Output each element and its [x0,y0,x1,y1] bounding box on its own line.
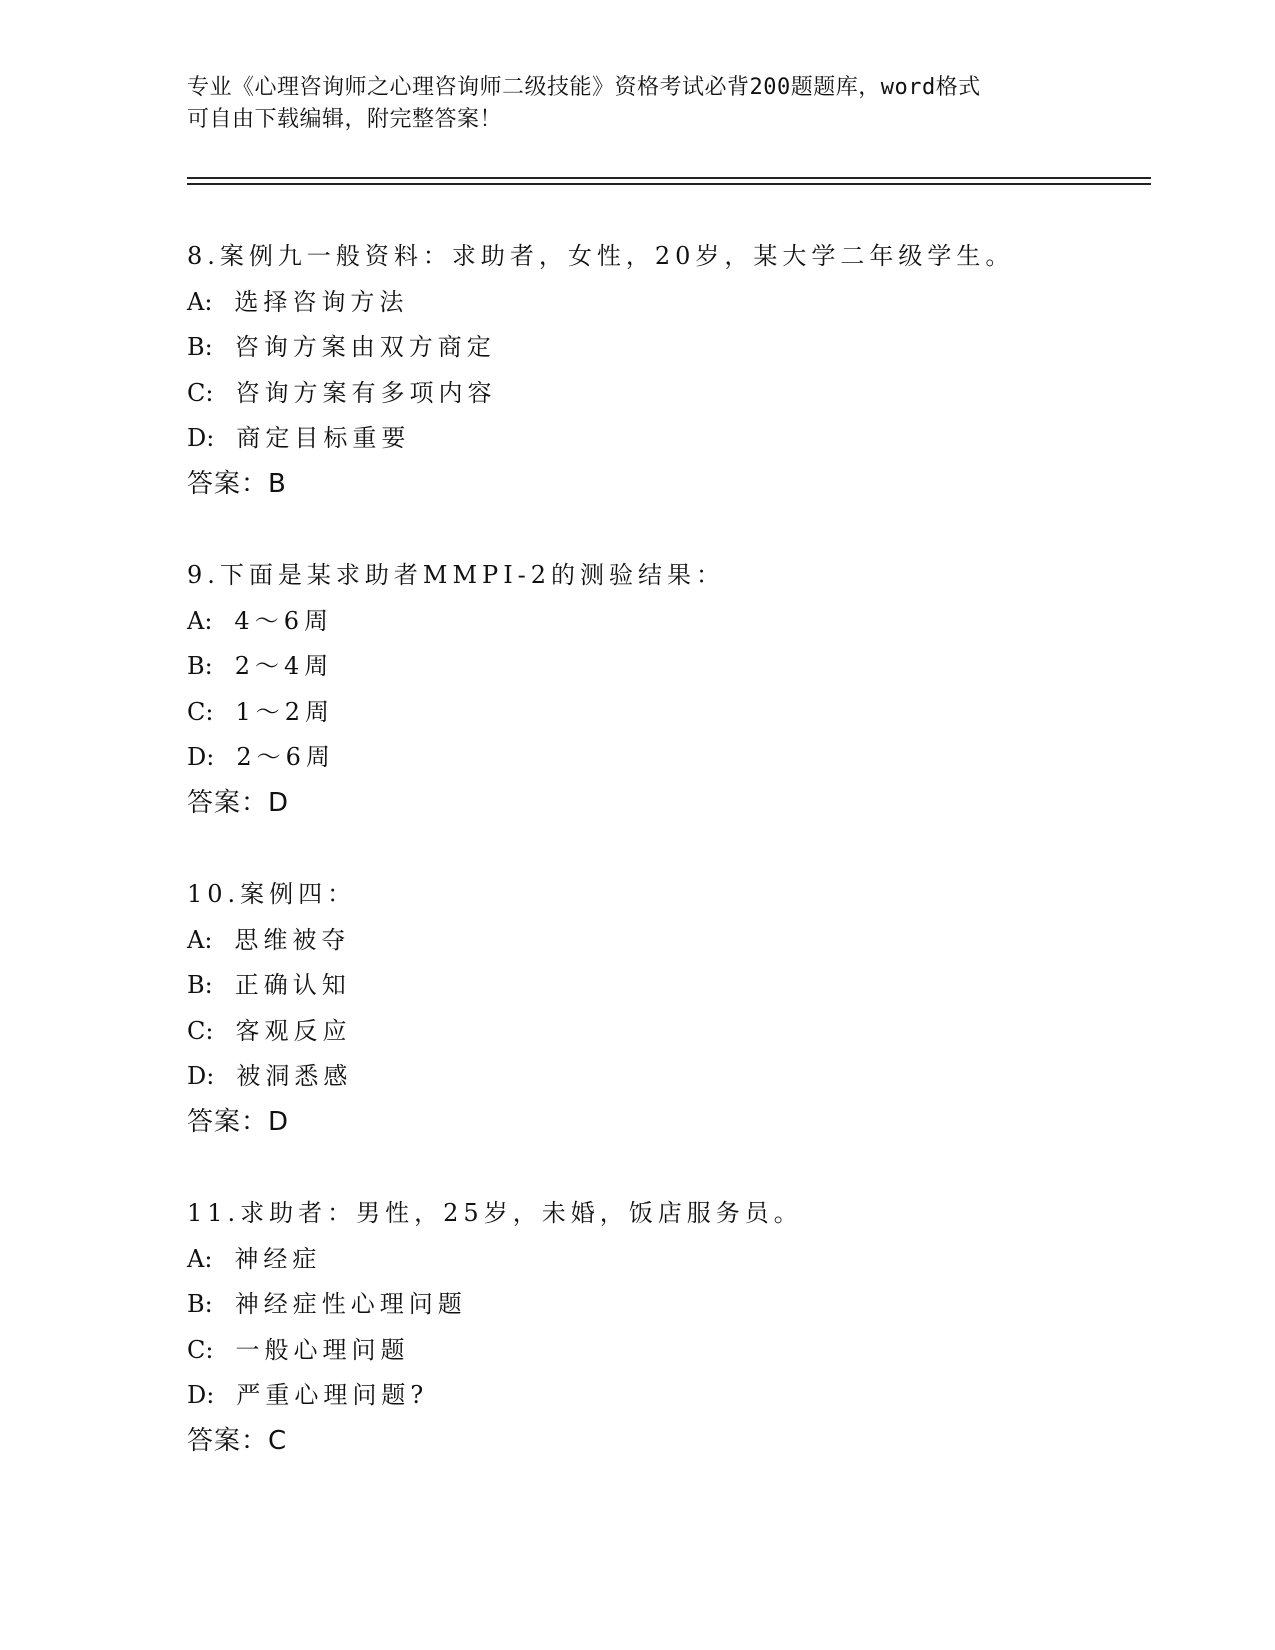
question-8 [187,234,1147,507]
option-d [187,1054,1147,1100]
option-text: 神经症性心理问题 [234,1290,467,1318]
question-stem: 8.案例九一般资料：求助者，女性，20岁，某大学二年级学生。 [187,242,1015,270]
option-b [187,963,1147,1009]
option-text: 咨询方案有多项内容 [235,378,497,407]
answer-line: 答案：B [187,468,287,499]
option-a [187,280,1147,326]
option-text: 2～4周 [234,652,334,680]
question-stem: 11.求助者：男性，25岁，未婚，饭店服务员。 [187,1199,803,1227]
option-label: D: [187,1381,215,1409]
question-stem: 10.案例四： [187,880,357,908]
option-d [187,735,1147,781]
question-stem: 9.下面是某求助者MMPI-2的测验结果： [187,561,726,589]
option-text: 思维被夺 [234,925,351,954]
option-text: 商定目标重要 [236,424,411,452]
answer-line: 答案：C [187,1425,288,1456]
option-label: C: [187,697,214,726]
option-label: D: [187,424,215,452]
header-line-1: 专业《心理咨询师之心理咨询师二级技能》资格考试必背200题题库，word格式 [187,75,981,100]
option-label: B: [187,333,213,361]
option-c [187,1009,1147,1055]
option-label: B: [187,652,213,680]
option-text: 严重心理问题? [236,1381,429,1409]
option-d [187,1373,1147,1419]
header-divider-bottom [187,183,1151,185]
option-b [187,644,1147,690]
option-text: 正确认知 [234,971,351,999]
answer-line: 答案：D [187,787,290,818]
option-a [187,918,1147,964]
option-label: C: [187,1335,214,1364]
answer-line: 答案：D [187,1106,290,1137]
option-label: A: [187,287,213,316]
option-label: A: [187,1244,213,1273]
option-text: 咨询方案由双方商定 [234,333,496,361]
question-11 [187,1191,1147,1464]
option-c [187,690,1147,736]
option-text: 一般心理问题 [235,1335,410,1364]
option-label: A: [187,606,213,635]
option-c [187,1328,1147,1374]
option-label: D: [187,1062,215,1090]
option-label: A: [187,925,213,954]
option-label: B: [187,971,213,999]
option-d [187,416,1147,462]
option-text: 客观反应 [235,1016,352,1045]
option-label: B: [187,1290,213,1318]
document-header [187,72,1087,136]
option-label: C: [187,1016,214,1045]
option-c [187,371,1147,417]
option-b [187,325,1147,371]
header-divider-top [187,177,1151,179]
option-label: D: [187,743,215,771]
option-label: C: [187,378,214,407]
option-text: 神经症 [234,1244,322,1273]
option-text: 2～6周 [236,743,335,771]
question-10 [187,872,1147,1145]
option-text: 4～6周 [234,606,333,635]
option-text: 被洞悉感 [236,1062,353,1090]
option-text: 选择咨询方法 [234,287,409,316]
option-text: 1～2周 [235,697,334,726]
option-a [187,599,1147,645]
option-a [187,1237,1147,1283]
question-9 [187,553,1147,826]
header-line-2: 可自由下载编辑，附完整答案！ [187,107,503,132]
option-b [187,1282,1147,1328]
